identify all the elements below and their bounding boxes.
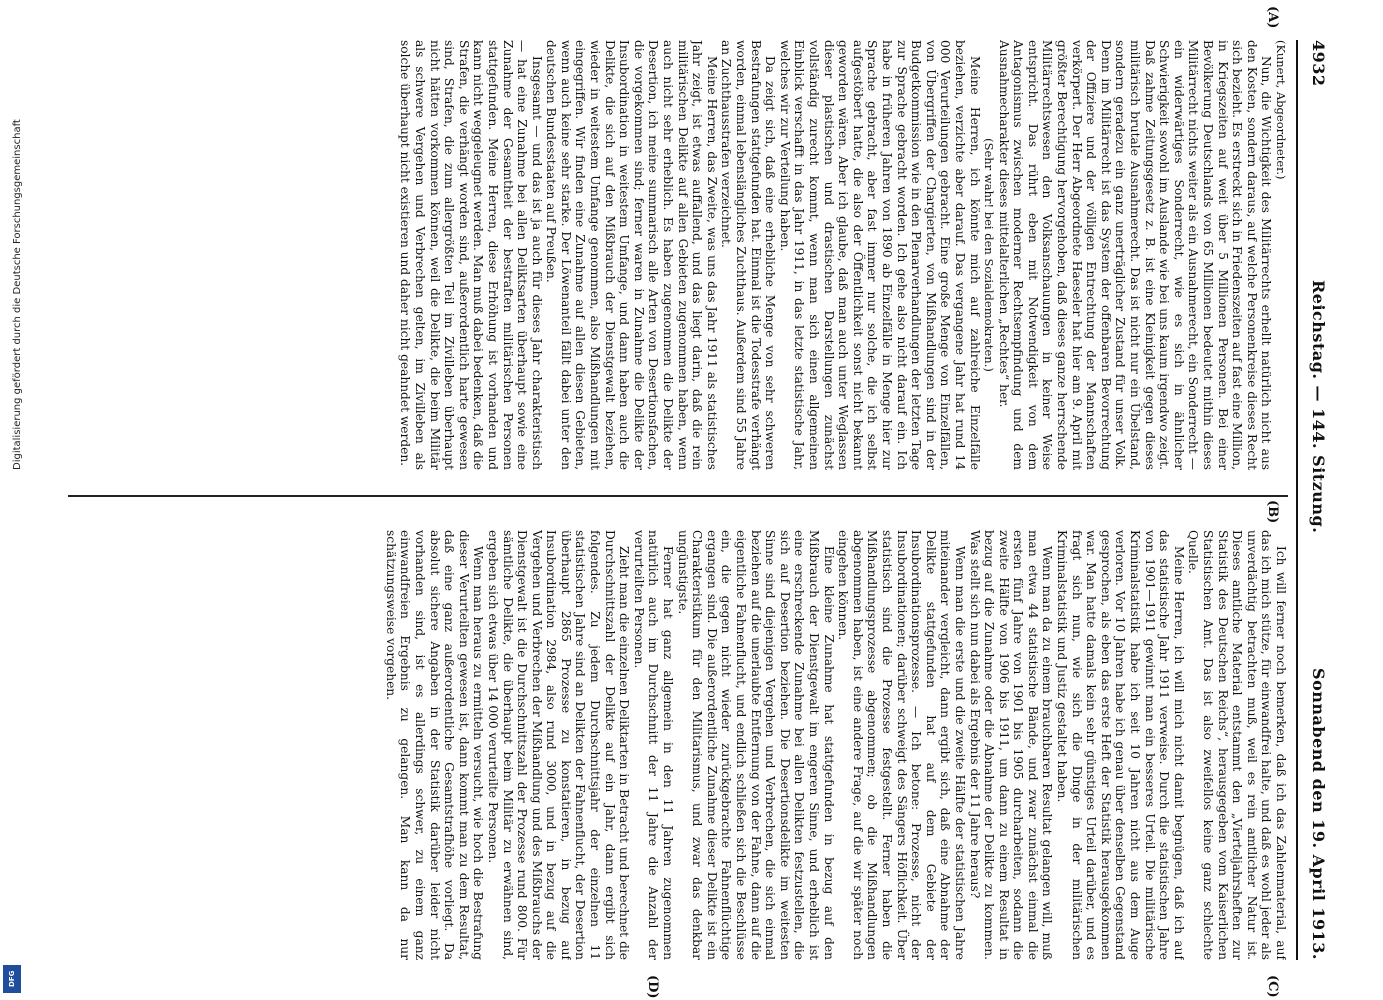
session-title: Reichstag. — 144. Sitzung. [1309, 280, 1328, 534]
paragraph: Meine Herren, ich könnte mich auf zahlreiche Einzelfälle beziehen, verzichte aber darauf. Das vergangene Jahr hat rund 14 000 Verurteilungen gebracht. Eine große Menge von Einzelfällen, von Übergriffen der Chargierten, von Mißhandlungen sind in der Budgetkommission wie in den Plenarverhandlungen der letzten Tage zur Sprache gebracht worden. Ich gehe also nicht darauf ein. Ich habe in früheren Jahren von 1890 ab Einzelfälle in Menge hier zur Sprache gebracht, aber fast immer nur solche, die ich selbst aufgestöbert hatte, die also der Öffentlichkeit sonst nicht bekannt geworden wären. Aber ich glaube, daß man auch unter Weglassen dieser plastischen und drastischen Darstellungen zunächst vollständig zurecht kommt, wenn man sich einen allgemeinen Einblick verschafft in das Jahr 1911, in das letzte statistische Jahr, welches wir zur Verteilung haben. [777, 40, 982, 470]
page-header [1298, 40, 1328, 960]
paragraph: Ferner hat ganz allgemein in den 11 Jahren zugenommen natürlich auch im Durchschnitt der 11 Jahre die Anzahl der verurteilten Personen. [631, 530, 676, 960]
margin-marker-c: (C) [1265, 975, 1280, 998]
paragraph: Wenn man heraus zu ermitteln versucht, wie hoch die Bestrafung dieser Verurteilten gewesen ist, dann kommt man zu dem Resultat, daß eine ganz außerordentliche Gesamtstrafhöhe vorliegt. Da absolut sichere Angaben in der Statistik darüber leider nicht vorhanden sind, ist es allerdings schwer, zu einem ganz einwandfreien Ergebnis zu gelangen. Man kann da nur schätzungsweise vorgehen. [383, 530, 486, 960]
paragraph: Insgesamt — und das ist ja auch für dieses Jahr charakteristisch — hat eine Zunahme bei allen Deliktsarten überhaupt sowie eine Zunahme der Gesamtheit der bestraften militärischen Personen stattgefunden. Meine Herren, diese Erhöhung ist vorhanden und kann nicht weggeleugnet werden. Man muß dabei bedenken, daß die Strafen, die verhängt worden sind, außerordentlich harte gewesen sind, Strafen, die zum allergrößten Teil im Zivilleben überhaupt nicht hätten vorkommen können, weil die Delikte, die beim Militär als schwere Vergehen und Verbrechen gelten, im Zivilleben als solche überhaupt nicht existieren und daher nicht geahndet werden. [398, 40, 544, 470]
paragraph: Ich will ferner noch bemerken, daß ich das Zahlenmaterial, auf das ich mich stütze, für einwandfrei halte, und daß es wohl jeder als unverdächtig betrachten muß, weil es rein amtlicher Natur ist. Dieses amtliche Material entstammt den „Vierteljahrsheften zur Statistik des Deutschen Reichs“, herausgegeben vom Kaiserlichen Statistischen Amt. Das ist also zweifellos keine ganz schlechte Quelle. [1186, 530, 1288, 960]
document-page [40, 0, 1340, 1000]
margin-marker-a: (A) [1265, 6, 1280, 29]
header-rule [1296, 40, 1298, 960]
margin-marker-b: (B) [1265, 500, 1280, 524]
page-number: 4932 [1309, 40, 1328, 87]
column-divider [68, 495, 1288, 497]
right-column [68, 530, 1288, 960]
paragraph: Meine Herren, ich will mich nicht damit begnügen, daß ich auf das statistische Jahr 1911 verweise. Durch die statistischen Jahre von 1901—1911 gewinnt man ein besseres Urteil. Die militärische Kriminalstatistik habe ich seit 10 Jahren nicht aus dem Auge verloren. Vor 10 Jahren habe ich genau über denselben Gegenstand gesprochen, als eben das erste Heft der Statistik herausgekommen war. Man hatte damals kein sehr günstiges Urteil darüber, und es fragt sich nun, wie sich die Dinge in der militärischen Kriminalstatistik und Justiz gestaltet haben. [1055, 530, 1186, 960]
interjection: (Sehr wahr! bei den Sozialdemokraten.) [982, 138, 997, 372]
speaker-note: (Kunert, Abgeordneter.) [1274, 40, 1288, 180]
paragraph: Meine Herren, das Zweite, was uns das Jahr 1911 als statistisches Jahr zeigt, ist etwas auffallend, und das liegt darin, daß die rein militärischen Delikte auf allen Gebieten zugenommen haben, wenn auch nicht sehr erheblich. Es haben zugenommen die Delikte der Desertion, ich meine summarisch alle Arten von Desertionsfachen, die vorgekommen sind; ferner waren in Zunahme die Delikte der Insubordination in weitestem Umfange, und dann haben auch die Delikte, die sich auf den Mißbrauch der Dienstgewalt beziehen, wieder in weitestem Umfange genommen, also Mißhandlungen mit eingegriffen. Wir finden eine Zunahme auf allen diesen Gebieten, wenn auch keine sehr starke. Der Löwenanteil fällt dabei unter den deutschen Bundesstaaten auf Preußen. [544, 40, 719, 470]
left-column [68, 40, 1288, 470]
digitization-credit: Digitalisierung gefördert durch die Deutsche Forschungsgemeinschaft [12, 119, 23, 470]
paragraph: Nun, die Wichtigkeit des Militärrechts erhellt natürlich nicht aus den Kosten, sondern daraus, auf welche Personenkreise dieses Recht sich bezieht. Es erstreckt sich in Friedenszeiten auf fast eine Million, in Kriegszeiten auf weit über 5 Millionen Personen. Bei einer Bevölkerung Deutschlands von 65 Millionen bedeutet mithin dieses Militärrecht nichts weiter als ein Ausnahmerecht, ein Sonderrecht — ein widerwärtiges Sonderrecht, wie es sich in ähnlicher Schwierigkeit sowohl im Auslande wie bei uns kaum irgendwo zeigt. Daß zahme Zeitungsgesetz z. B. ist eine Kleinigkeit gegen dieses militärisch brutale Ausnahmerecht. Das ist nicht nur ein Übelstand, sondern geradezu ein ganz unerträglicher Zustand für unser Volk. Denn im Militärrecht ist das System der offenbaren Bevorrechtung der Offiziere und der völligen Entrechtung der Mannschaften verkörpert. Der Herr Abgeordnete Haeseler hat hier am 9. April mit größter Berechtigung hervorgehoben, daß dieses ganze herrschende Militärrechtswesen den Volksanschauungen in keiner Weise entspricht. Das rührt eben mit Notwendigkeit von dem Antagonismus zwischen moderner Rechtsempfindung und dem Ausnahmecharakter dieses mittelalterlichen „Rechtes“ her. [996, 40, 1274, 470]
dfg-logo: DFG [3, 965, 21, 993]
session-date: Sonnabend den 19. April 1913. [1309, 668, 1328, 960]
paragraph: Eine kleine Zunahme hat stattgefunden in bezug auf den Mißbrauch der Dienstgewalt im engeren Sinne, und erheblich ist eine erschreckende Zunahme bei allen Delikten festzustellen, die sich auf Desertion beziehen. Die Desertionsdelikte im weitesten Sinne sind diejenigen Vergehen und Verbrechen, die sich einmal beziehen auf die unerlaubte Entfernung von der Fahne, dann auf die eigentliche Fahnenflucht, und endlich schließen sich die Beschlüsse ein, die gegen nicht wieder zurückgebrachte Fahnenflüchtige ergangen sind. Die außerordentliche Zunahme dieser Delikte ist ein Charakteristikum für den Militarismus, und zwar das denkbar ungünstigste. [675, 530, 836, 960]
paragraph: Wenn man die erste und die zweite Hälfte der statistischen Jahre miteinander vergleicht, dann ergibt sich, daß eine Abnahme der Delikte stattgefunden hat auf dem Gebiete der Insubordinationsprozesse. — Ich betone: Prozesse, nicht der Insubordinationen; darüber schweigt des Sängers Höflichkeit. Über statistisch sind die Prozesse festgestellt. Ferner haben die Mißhandlungsprozesse abgenommen; ob die Mißhandlungen abgenommen haben, ist eine andere Frage, auf die wir später noch eingehen können. [836, 530, 967, 960]
margin-marker-d: (D) [645, 975, 660, 999]
paragraph: Da zeigt sich, daß eine erhebliche Menge von sehr schweren Bestrafungen stattgefunden hat. Einmal ist die Todesstrafe verhängt worden, einmal lebenslängliches Zuchthaus. Außerdem sind 55 Jahre an Zuchthausstrafen verzeichnet. [719, 40, 778, 470]
paragraph: Wenn man da zu einem brauchbaren Resultat gelangen will, muß man etwa 44 statistische Bände, und zwar zunächst einmal die ersten fünf Jahre von 1901 bis 1905 durcharbeiten, sodann die zweite Hälfte von 1906 bis 1911, um dann zu einem Resultat in bezug auf die Zunahme oder die Abnahme der Delikte zu kommen. Was stellt sich nun dabei als Ergebnis der 11 Jahre heraus? [967, 530, 1055, 960]
paragraph: Zieht man die einzelnen Deliktarten in Betracht und berechnet die Durchschnittszahl der Delikte auf ein Jahr, dann ergibt sich folgendes. Zu jedem Durchschnittsjahr der einzelnen 11 statistischen Jahre sind an Delikten der Fahnenflucht, der Desertion überhaupt 2865 Prozesse zu konstatieren, in bezug auf Insubordination 2984, also rund 3000, und in bezug auf die Vergehen und Verbrechen der Mißhandlung und des Mißbrauchs der Dienstgewalt ist die Durchschnittszahl der Prozesse rund 800. Für sämtliche Delikte, die überhaupt beim Militär zu erwähnen sind, ergeben sich etwas über 14 000 verurteilte Personen. [485, 530, 632, 960]
digitization-sidebar [0, 0, 24, 1000]
